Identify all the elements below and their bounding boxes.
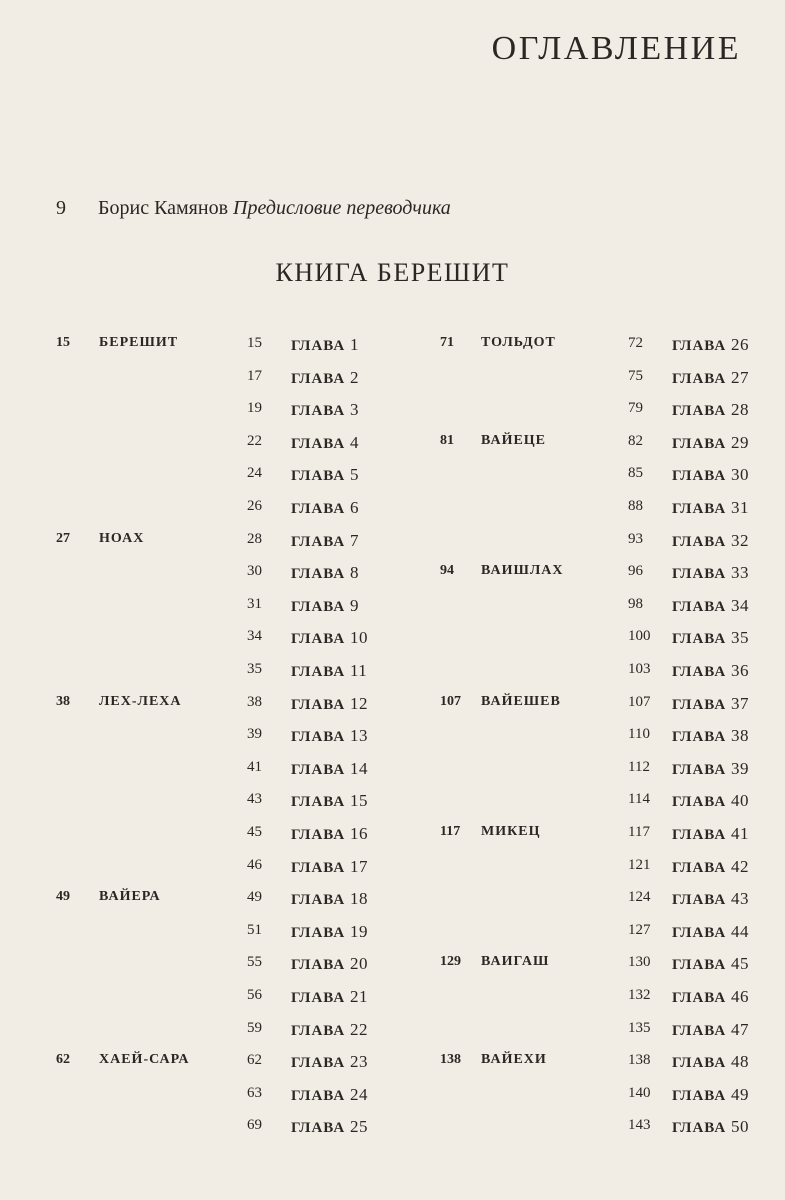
chapter-page: 22 bbox=[247, 432, 262, 449]
chapter-word: ГЛАВА bbox=[291, 664, 346, 680]
chapter-entry[interactable] bbox=[291, 596, 359, 616]
parasha-page: 71 bbox=[440, 335, 454, 350]
chapter-page: 15 bbox=[247, 335, 262, 351]
chapter-page: 96 bbox=[628, 563, 643, 580]
chapter-entry[interactable] bbox=[291, 954, 368, 974]
parasha-page: 27 bbox=[56, 530, 70, 546]
chapter-page: 28 bbox=[247, 530, 262, 547]
chapter-number: 9 bbox=[349, 595, 359, 615]
toc-row bbox=[0, 922, 785, 954]
chapter-number: 26 bbox=[730, 335, 749, 354]
chapter-word: ГЛАВА bbox=[672, 696, 727, 713]
parasha-page: 15 bbox=[56, 335, 70, 350]
parasha-name[interactable]: МИКЕЦ bbox=[481, 824, 541, 839]
parasha-page: 62 bbox=[56, 1052, 70, 1068]
chapter-page: 55 bbox=[247, 954, 262, 971]
chapter-word: ГЛАВА bbox=[672, 501, 727, 517]
chapter-word: ГЛАВА bbox=[672, 957, 727, 974]
chapter-entry[interactable] bbox=[672, 368, 749, 388]
toc-row bbox=[0, 563, 785, 595]
chapter-page: 30 bbox=[247, 563, 262, 580]
chapter-number: 18 bbox=[349, 889, 368, 909]
chapter-number: 48 bbox=[730, 1052, 749, 1072]
toc-row bbox=[0, 596, 785, 628]
preface-author: Борис Камянов bbox=[98, 197, 229, 219]
chapter-number: 36 bbox=[730, 661, 749, 680]
chapter-page: 110 bbox=[628, 726, 650, 743]
chapter-page: 117 bbox=[628, 824, 650, 840]
parasha-page: 94 bbox=[440, 563, 454, 579]
chapter-word: ГЛАВА bbox=[291, 761, 346, 778]
chapter-number: 29 bbox=[730, 432, 749, 452]
chapter-number: 27 bbox=[730, 367, 749, 387]
chapter-entry[interactable] bbox=[672, 596, 749, 616]
chapter-entry[interactable] bbox=[672, 400, 749, 420]
chapter-word: ГЛАВА bbox=[291, 859, 346, 876]
chapter-word: ГЛАВА bbox=[672, 338, 727, 354]
chapter-word: ГЛАВА bbox=[672, 533, 727, 550]
chapter-word: ГЛАВА bbox=[672, 370, 727, 387]
chapter-entry[interactable] bbox=[291, 465, 359, 485]
chapter-word: ГЛАВА bbox=[291, 566, 346, 583]
chapter-entry[interactable] bbox=[672, 433, 749, 453]
chapter-page: 72 bbox=[628, 335, 643, 351]
parasha-name[interactable]: ВАИШЛАХ bbox=[481, 563, 564, 579]
chapter-word: ГЛАВА bbox=[291, 468, 346, 485]
chapter-number: 8 bbox=[349, 563, 359, 583]
chapter-word: ГЛАВА bbox=[672, 859, 727, 876]
chapter-entry[interactable] bbox=[672, 987, 749, 1007]
chapter-entry[interactable] bbox=[291, 987, 368, 1007]
parasha-page: 38 bbox=[56, 693, 70, 709]
chapter-number: 22 bbox=[349, 1019, 368, 1039]
chapter-page: 112 bbox=[628, 758, 650, 775]
chapter-word: ГЛАВА bbox=[291, 631, 346, 648]
chapter-number: 20 bbox=[349, 954, 368, 974]
chapter-entry[interactable] bbox=[291, 791, 368, 811]
chapter-entry[interactable] bbox=[291, 824, 368, 844]
chapter-word: ГЛАВА bbox=[672, 827, 727, 843]
chapter-page: 121 bbox=[628, 856, 651, 873]
chapter-entry[interactable] bbox=[291, 694, 368, 714]
chapter-word: ГЛАВА bbox=[672, 729, 727, 746]
chapter-word: ГЛАВА bbox=[291, 338, 346, 354]
chapter-entry[interactable] bbox=[672, 1117, 749, 1137]
chapter-page: 124 bbox=[628, 889, 651, 906]
parasha-page: 81 bbox=[440, 432, 454, 448]
chapter-page: 49 bbox=[247, 889, 262, 906]
parasha-name[interactable]: ВАЙЕЦЕ bbox=[481, 432, 547, 448]
chapter-page: 132 bbox=[628, 987, 651, 1003]
chapter-entry[interactable] bbox=[291, 857, 368, 877]
toc-row bbox=[0, 661, 785, 693]
chapter-page: 26 bbox=[247, 498, 262, 514]
chapter-word: ГЛАВА bbox=[291, 598, 346, 615]
chapter-word: ГЛАВА bbox=[291, 794, 346, 811]
chapter-entry[interactable] bbox=[291, 1052, 368, 1072]
chapter-number: 3 bbox=[349, 400, 359, 420]
chapter-entry[interactable] bbox=[672, 791, 749, 811]
chapter-word: ГЛАВА bbox=[291, 1022, 346, 1039]
toc-row bbox=[0, 335, 785, 367]
chapter-number: 21 bbox=[349, 987, 368, 1006]
chapter-number: 4 bbox=[349, 432, 359, 452]
parasha-page: 49 bbox=[56, 889, 70, 905]
chapter-entry[interactable] bbox=[672, 1085, 749, 1105]
toc-row bbox=[0, 759, 785, 791]
chapter-entry[interactable] bbox=[672, 824, 749, 844]
chapter-entry[interactable] bbox=[672, 857, 749, 877]
chapter-page: 51 bbox=[247, 921, 262, 938]
chapter-entry[interactable] bbox=[291, 433, 359, 453]
chapter-number: 50 bbox=[730, 1117, 749, 1137]
toc-row bbox=[0, 400, 785, 432]
toc-row bbox=[0, 531, 785, 563]
toc-row bbox=[0, 889, 785, 921]
parasha-name[interactable]: ВАЙЕШЕВ bbox=[481, 693, 561, 709]
chapter-number: 15 bbox=[349, 791, 368, 811]
chapter-entry[interactable] bbox=[291, 759, 368, 779]
preface-page: 9 bbox=[56, 197, 66, 219]
chapter-page: 31 bbox=[247, 595, 262, 612]
chapter-entry[interactable] bbox=[672, 1052, 749, 1072]
chapter-entry[interactable] bbox=[291, 498, 359, 518]
chapter-number: 12 bbox=[349, 693, 368, 713]
chapter-page: 114 bbox=[628, 791, 650, 808]
chapter-entry[interactable] bbox=[672, 1020, 749, 1040]
chapter-number: 19 bbox=[349, 921, 368, 941]
toc-row bbox=[0, 433, 785, 465]
toc-row bbox=[0, 954, 785, 986]
chapter-word: ГЛАВА bbox=[291, 729, 346, 746]
chapter-number: 28 bbox=[730, 400, 749, 420]
chapter-number: 16 bbox=[349, 824, 368, 843]
chapter-number: 34 bbox=[730, 595, 749, 615]
chapter-number: 17 bbox=[349, 856, 368, 876]
chapter-word: ГЛАВА bbox=[672, 990, 727, 1006]
chapter-number: 44 bbox=[730, 921, 749, 941]
chapter-word: ГЛАВА bbox=[672, 1087, 727, 1104]
chapter-number: 47 bbox=[730, 1019, 749, 1039]
chapter-number: 37 bbox=[730, 693, 749, 713]
chapter-word: ГЛАВА bbox=[291, 1120, 346, 1137]
chapter-number: 25 bbox=[349, 1117, 368, 1137]
chapter-word: ГЛАВА bbox=[291, 403, 346, 420]
chapter-number: 41 bbox=[730, 824, 749, 843]
chapter-number: 13 bbox=[349, 726, 368, 746]
toc-row bbox=[0, 857, 785, 889]
parasha-name[interactable]: ВАЙЕРА bbox=[99, 889, 161, 905]
chapter-number: 10 bbox=[349, 628, 368, 648]
chapter-word: ГЛАВА bbox=[291, 892, 346, 909]
toc-row bbox=[0, 1052, 785, 1084]
parasha-name[interactable]: ВАИГАШ bbox=[481, 954, 550, 970]
toc-row bbox=[0, 791, 785, 823]
chapter-page: 17 bbox=[247, 367, 262, 384]
chapter-word: ГЛАВА bbox=[672, 1120, 727, 1137]
chapter-entry[interactable] bbox=[672, 465, 749, 485]
chapter-page: 93 bbox=[628, 530, 643, 547]
chapter-entry[interactable] bbox=[291, 563, 359, 583]
chapter-word: ГЛАВА bbox=[291, 957, 346, 974]
chapter-number: 42 bbox=[730, 856, 749, 876]
chapter-entry[interactable] bbox=[672, 954, 749, 974]
chapter-word: ГЛАВА bbox=[291, 827, 346, 843]
chapter-page: 135 bbox=[628, 1019, 651, 1036]
chapter-entry[interactable] bbox=[672, 628, 749, 648]
chapter-number: 32 bbox=[730, 530, 749, 550]
parasha-page: 117 bbox=[440, 824, 461, 839]
chapter-entry[interactable] bbox=[291, 368, 359, 388]
toc-row bbox=[0, 368, 785, 400]
chapter-word: ГЛАВА bbox=[672, 631, 727, 648]
chapter-entry[interactable] bbox=[672, 498, 749, 518]
chapter-page: 19 bbox=[247, 400, 262, 417]
chapter-word: ГЛАВА bbox=[672, 924, 727, 941]
chapter-entry[interactable] bbox=[291, 628, 368, 648]
chapter-page: 88 bbox=[628, 498, 643, 514]
chapter-number: 33 bbox=[730, 563, 749, 583]
chapter-number: 14 bbox=[349, 758, 368, 778]
chapter-word: ГЛАВА bbox=[672, 761, 727, 778]
parasha-name[interactable]: ЛЕХ-ЛЕХА bbox=[99, 693, 182, 709]
toc-row bbox=[0, 465, 785, 497]
chapter-page: 62 bbox=[247, 1052, 262, 1069]
chapter-page: 39 bbox=[247, 726, 262, 743]
chapter-page: 103 bbox=[628, 661, 651, 677]
chapter-entry[interactable] bbox=[672, 661, 749, 681]
chapter-page: 24 bbox=[247, 465, 262, 482]
chapter-entry[interactable] bbox=[291, 400, 359, 420]
toc-row bbox=[0, 628, 785, 660]
chapter-word: ГЛАВА bbox=[291, 370, 346, 387]
chapter-entry[interactable] bbox=[291, 889, 368, 909]
chapter-entry[interactable] bbox=[672, 726, 749, 746]
chapter-entry[interactable] bbox=[291, 1020, 368, 1040]
parasha-name[interactable]: ВАЙЕХИ bbox=[481, 1052, 547, 1068]
book-title: КНИГА БЕРЕШИТ bbox=[275, 258, 510, 287]
chapter-word: ГЛАВА bbox=[291, 533, 346, 550]
chapter-entry[interactable] bbox=[291, 1117, 368, 1137]
chapter-page: 75 bbox=[628, 367, 643, 384]
chapter-page: 34 bbox=[247, 628, 262, 645]
toc-row bbox=[0, 987, 785, 1019]
chapter-number: 30 bbox=[730, 465, 749, 485]
chapter-entry[interactable] bbox=[291, 531, 359, 551]
chapter-number: 40 bbox=[730, 791, 749, 811]
chapter-word: ГЛАВА bbox=[672, 664, 727, 680]
chapter-word: ГЛАВА bbox=[672, 435, 727, 452]
chapter-entry[interactable] bbox=[672, 922, 749, 942]
chapter-entry[interactable] bbox=[672, 531, 749, 551]
chapter-page: 127 bbox=[628, 921, 651, 938]
chapter-number: 45 bbox=[730, 954, 749, 974]
toc-row bbox=[0, 1020, 785, 1052]
chapter-word: ГЛАВА bbox=[291, 1055, 346, 1072]
toc-row bbox=[0, 824, 785, 856]
chapter-entry[interactable] bbox=[672, 889, 749, 909]
chapter-number: 2 bbox=[349, 367, 359, 387]
chapter-entry[interactable] bbox=[291, 726, 368, 746]
chapter-word: ГЛАВА bbox=[672, 566, 727, 583]
toc-row bbox=[0, 498, 785, 530]
chapter-page: 82 bbox=[628, 432, 643, 449]
chapter-word: ГЛАВА bbox=[291, 501, 346, 517]
chapter-page: 45 bbox=[247, 824, 262, 840]
chapter-page: 100 bbox=[628, 628, 651, 645]
chapter-word: ГЛАВА bbox=[672, 1022, 727, 1039]
chapter-number: 31 bbox=[730, 498, 749, 517]
chapter-number: 6 bbox=[349, 498, 359, 517]
chapter-entry[interactable] bbox=[291, 1085, 368, 1105]
chapter-entry[interactable] bbox=[672, 759, 749, 779]
chapter-word: ГЛАВА bbox=[672, 598, 727, 615]
chapter-word: ГЛАВА bbox=[672, 403, 727, 420]
chapter-page: 43 bbox=[247, 791, 262, 808]
chapter-page: 98 bbox=[628, 595, 643, 612]
chapter-page: 59 bbox=[247, 1019, 262, 1036]
chapter-word: ГЛАВА bbox=[291, 924, 346, 941]
parasha-name[interactable]: БЕРЕШИТ bbox=[99, 335, 179, 350]
page-title: ОГЛАВЛЕНИЕ bbox=[491, 30, 741, 67]
chapter-number: 7 bbox=[349, 530, 359, 550]
parasha-page: 107 bbox=[440, 693, 461, 709]
chapter-word: ГЛАВА bbox=[291, 435, 346, 452]
chapter-page: 138 bbox=[628, 1052, 651, 1069]
chapter-page: 41 bbox=[247, 758, 262, 775]
chapter-word: ГЛАВА bbox=[291, 696, 346, 713]
chapter-page: 38 bbox=[247, 693, 262, 710]
chapter-page: 79 bbox=[628, 400, 643, 417]
parasha-page: 129 bbox=[440, 954, 461, 970]
chapter-page: 107 bbox=[628, 693, 651, 710]
chapter-word: ГЛАВА bbox=[291, 1087, 346, 1104]
chapter-page: 46 bbox=[247, 856, 262, 873]
chapter-number: 43 bbox=[730, 889, 749, 909]
chapter-number: 23 bbox=[349, 1052, 368, 1072]
preface-entry[interactable] bbox=[56, 197, 451, 220]
chapter-entry[interactable] bbox=[291, 922, 368, 942]
chapter-number: 1 bbox=[349, 335, 359, 354]
chapter-word: ГЛАВА bbox=[672, 892, 727, 909]
parasha-name[interactable]: НОАХ bbox=[99, 530, 145, 546]
chapter-number: 24 bbox=[349, 1084, 368, 1104]
parasha-page: 138 bbox=[440, 1052, 461, 1068]
chapter-number: 46 bbox=[730, 987, 749, 1006]
chapter-page: 143 bbox=[628, 1117, 651, 1134]
toc-row bbox=[0, 1117, 785, 1149]
chapter-entry[interactable] bbox=[672, 563, 749, 583]
chapter-number: 38 bbox=[730, 726, 749, 746]
chapter-number: 49 bbox=[730, 1084, 749, 1104]
chapter-word: ГЛАВА bbox=[291, 990, 346, 1006]
chapter-number: 35 bbox=[730, 628, 749, 648]
parasha-name[interactable]: ТОЛЬДОТ bbox=[481, 335, 556, 350]
chapter-page: 63 bbox=[247, 1084, 262, 1101]
chapter-page: 85 bbox=[628, 465, 643, 482]
preface-title: Предисловие переводчика bbox=[233, 197, 451, 219]
chapter-page: 130 bbox=[628, 954, 651, 971]
toc-row bbox=[0, 1085, 785, 1117]
toc-row bbox=[0, 726, 785, 758]
chapter-word: ГЛАВА bbox=[672, 1055, 727, 1072]
chapter-number: 5 bbox=[349, 465, 359, 485]
parasha-name[interactable]: ХАЕЙ-САРА bbox=[99, 1052, 190, 1068]
chapter-page: 35 bbox=[247, 661, 262, 677]
chapter-entry[interactable] bbox=[291, 661, 367, 681]
chapter-entry[interactable] bbox=[672, 335, 749, 355]
chapter-entry[interactable] bbox=[672, 694, 749, 714]
chapter-page: 140 bbox=[628, 1084, 651, 1101]
toc-row bbox=[0, 694, 785, 726]
chapter-word: ГЛАВА bbox=[672, 794, 727, 811]
chapter-page: 69 bbox=[247, 1117, 262, 1134]
chapter-entry[interactable] bbox=[291, 335, 359, 355]
chapter-number: 39 bbox=[730, 758, 749, 778]
chapter-number: 11 bbox=[349, 661, 368, 680]
chapter-word: ГЛАВА bbox=[672, 468, 727, 485]
chapter-page: 56 bbox=[247, 987, 262, 1003]
